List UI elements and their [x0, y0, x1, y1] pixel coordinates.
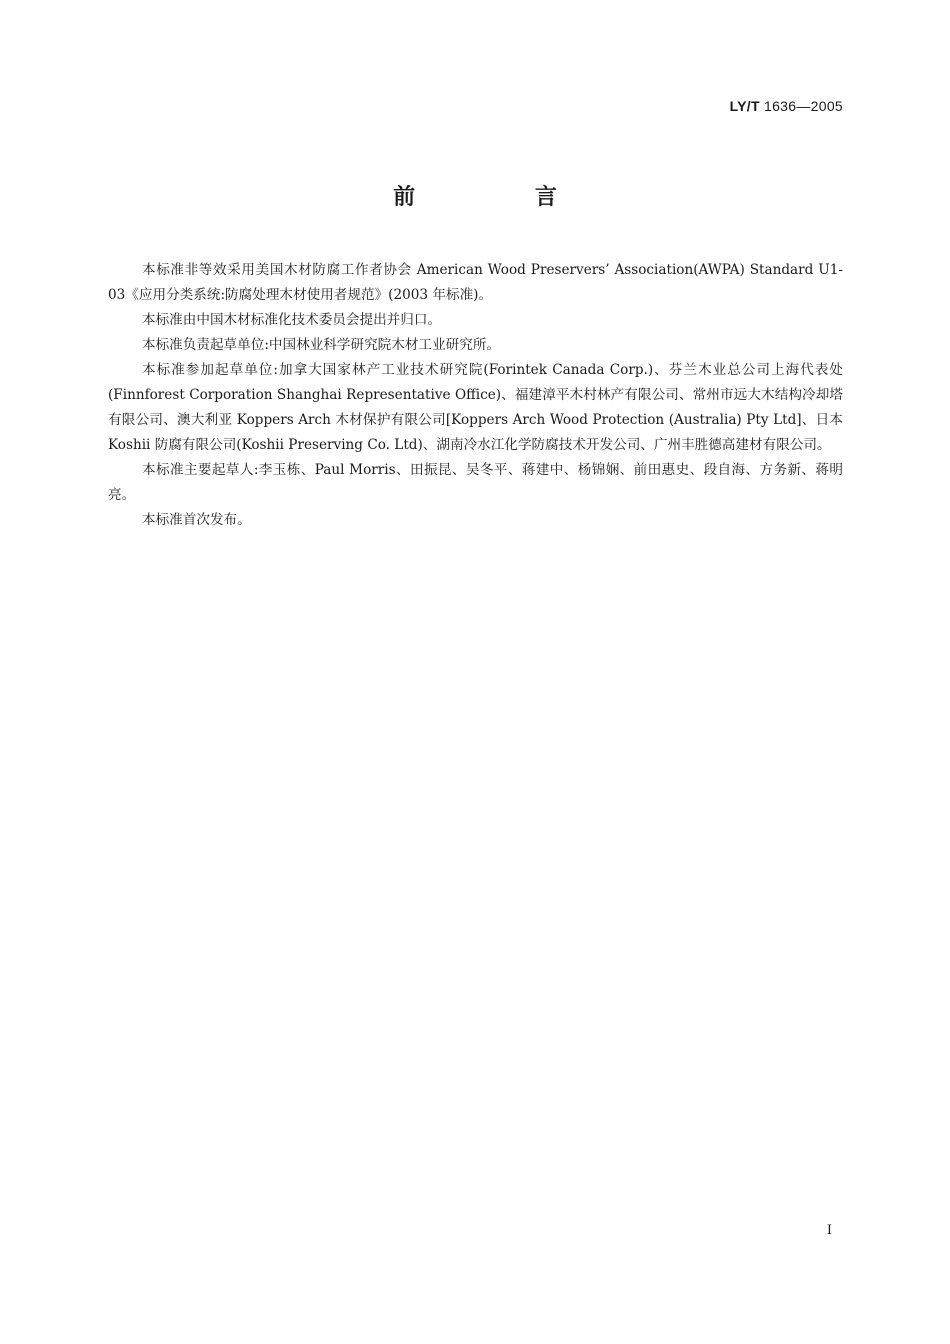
foreword-title: 前 言 — [393, 185, 613, 210]
paragraph-proposer: 本标准由中国木材标准化技术委员会提出并归口。 — [142, 312, 442, 328]
paragraph-main-drafters: 本标准主要起草人:李玉栋、Paul Morris、田振昆、吴冬平、蒋建中、杨锦娴、前田惠史、段自海、方务新、蒋明亮。 — [108, 462, 843, 503]
standard-code — [730, 98, 843, 114]
paragraph-participating-drafters: 本标准参加起草单位:加拿大国家林产工业技术研究院(Forintek Canada Corp.)、芬兰木业总公司上海代表处(Finnforest Corporation Shanghai Representative Office)、福建漳平木村林产有限公司、常州市远大木结构冷却塔有限公司、澳大利亚 Koppers Arch 木材保护有限公司[Koppers Arch Wood Protection (Australia) Pty Ltd]、日本 Koshii 防腐有限公司(Koshii Preserving Co. Ltd)、湖南冷水江化学防腐技术开发公司、广州丰胜德高建材有限公司。 — [108, 362, 843, 453]
paragraph-lead-drafter: 本标准负责起草单位:中国林业科学研究院木材工业研究所。 — [142, 337, 501, 353]
foreword-body — [108, 258, 843, 533]
page-number: I — [826, 1223, 832, 1238]
standard-code-number: 1636—2005 — [759, 98, 843, 114]
paragraph-adoption: 本标准非等效采用美国木材防腐工作者协会 American Wood Preservers’ Association(AWPA) Standard U1-03《应用分类系统:防腐处理木材使用者规范》(2003 年标准)。 — [108, 262, 843, 303]
standard-code-prefix: LY/T — [729, 98, 760, 114]
paragraph-first-release: 本标准首次发布。 — [142, 512, 251, 528]
